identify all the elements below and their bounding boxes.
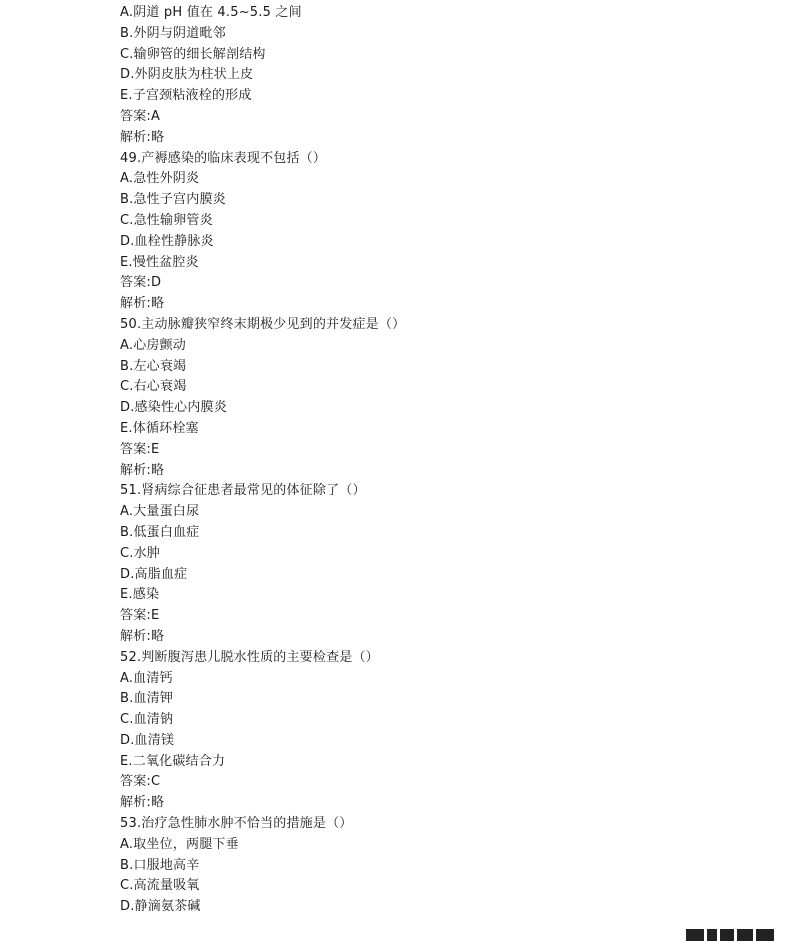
text-line: 51.肾病综合征患者最常见的体征除了（） (120, 483, 366, 499)
text-line: 52.判断腹泻患儿脱水性质的主要检查是（） (120, 649, 379, 665)
text-line: 答案:A (120, 108, 161, 124)
text-line: B.急性子宫内膜炎 (120, 192, 226, 208)
text-line: 答案:D (120, 275, 162, 291)
text-line: 答案:E (120, 608, 160, 624)
text-line: E.二氧化碳结合力 (120, 753, 226, 769)
text-line: C.高流量吸氧 (120, 878, 200, 894)
text-line: 解析:略 (120, 462, 165, 478)
text-line: B.低蛋白血症 (120, 524, 200, 540)
text-line: 解析:略 (120, 129, 165, 145)
text-line: A.心房颤动 (120, 337, 186, 353)
text-line: E.慢性盆腔炎 (120, 254, 199, 270)
text-line: C.急性输卵管炎 (120, 212, 213, 228)
text-line: B.左心衰竭 (120, 358, 187, 374)
logo-fragment (686, 929, 778, 941)
text-line: A.血清钙 (120, 670, 173, 686)
text-line: D.静滴氨茶碱 (120, 899, 201, 915)
text-line: E.子宫颈粘液栓的形成 (120, 88, 252, 104)
text-line: D.血栓性静脉炎 (120, 233, 214, 249)
text-line: 解析:略 (120, 296, 165, 312)
logo-block (737, 929, 753, 941)
text-line: 50.主动脉瓣狭窄终末期极少见到的并发症是（） (120, 316, 406, 332)
logo-block (756, 929, 774, 941)
text-line: C.输卵管的细长解剖结构 (120, 46, 266, 62)
text-line: A.大量蛋白尿 (120, 504, 200, 520)
logo-block (720, 929, 734, 941)
text-line: 解析:略 (120, 628, 165, 644)
text-line: A.阴道 pH 值在 4.5~5.5 之间 (120, 5, 302, 20)
text-line: D.感染性心内膜炎 (120, 400, 227, 416)
text-line: B.外阴与阴道毗邻 (120, 25, 226, 41)
text-line: 解析:略 (120, 795, 165, 811)
text-line: C.水肿 (120, 545, 161, 561)
text-line: D.外阴皮肤为柱状上皮 (120, 67, 254, 83)
text-line: 答案:E (120, 441, 160, 457)
text-line: A.急性外阴炎 (120, 171, 200, 187)
text-line: 答案:C (120, 774, 161, 790)
text-line: 49.产褥感染的临床表现不包括（） (120, 150, 327, 166)
text-line: D.高脂血症 (120, 566, 188, 582)
text-line: A.取坐位，两腿下垂 (120, 836, 239, 852)
document-body (120, 3, 760, 918)
text-line: 53.治疗急性肺水肿不恰当的措施是（） (120, 816, 353, 832)
text-line: D.血清镁 (120, 732, 175, 748)
text-line: C.血清钠 (120, 712, 174, 728)
logo-block (707, 929, 717, 941)
text-line: B.血清钾 (120, 691, 174, 707)
text-line: E.感染 (120, 587, 160, 603)
logo-block (686, 929, 704, 941)
text-line: C.右心衰竭 (120, 379, 187, 395)
text-line: E.体循环栓塞 (120, 420, 199, 436)
text-line: B.口服地高辛 (120, 857, 200, 873)
